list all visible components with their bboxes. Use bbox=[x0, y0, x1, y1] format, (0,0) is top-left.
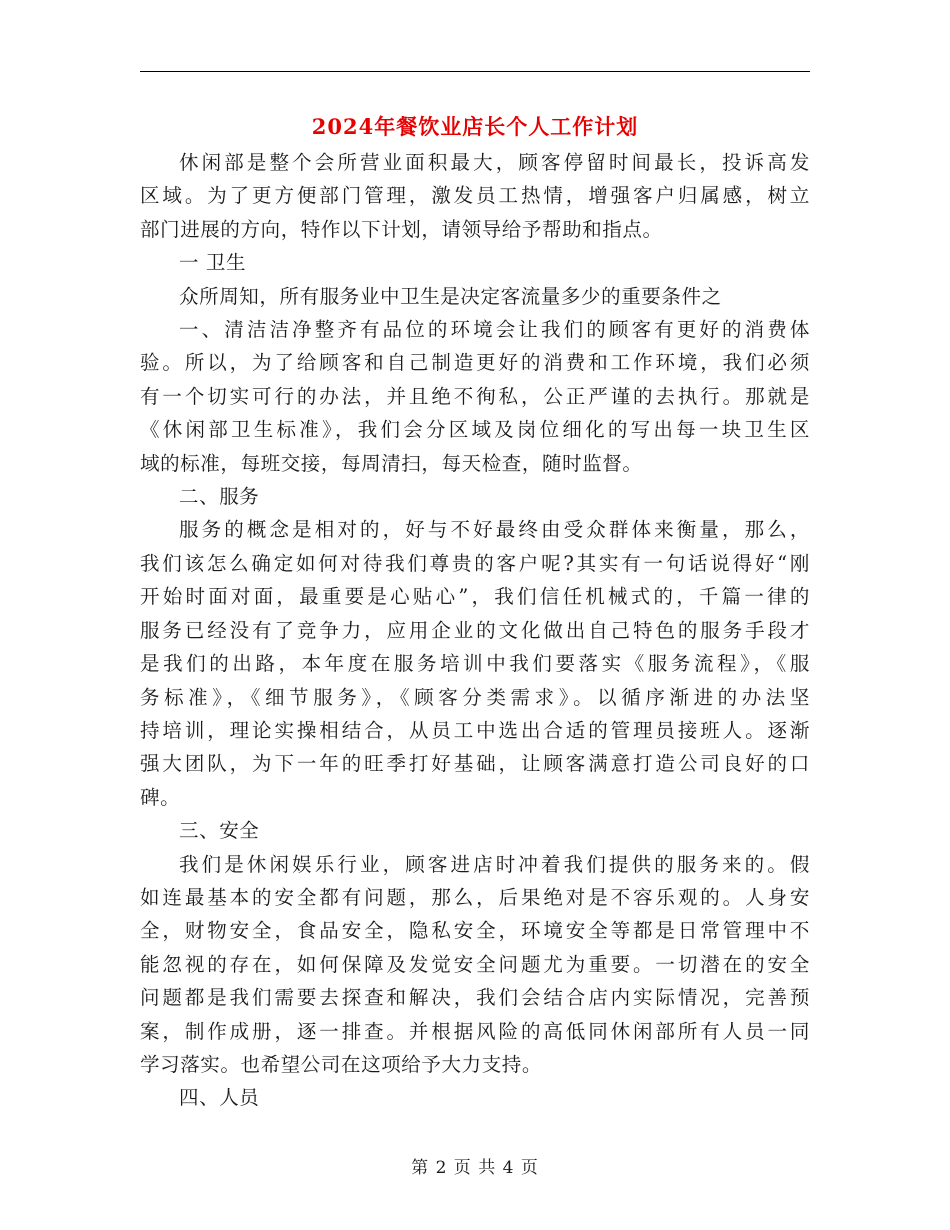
text-line: 持培训，理论实操相结合，从员工中选出合适的管理员接班人。逐渐 bbox=[140, 718, 810, 742]
page-number-footer: 第 2 页 共 4 页 bbox=[411, 1158, 539, 1178]
section-heading-safety: 三、安全 bbox=[179, 819, 260, 843]
text-line: 案，制作成册，逐一排查。并根据风险的高低同休闲部所有人员一同 bbox=[140, 1019, 810, 1043]
safety-paragraph bbox=[140, 848, 810, 1082]
document-title: 2024年餐饮业店长个人工作计划 bbox=[311, 114, 639, 139]
text-line: 如连最基本的安全都有问题，那么，后果绝对是不容乐观的。人身安 bbox=[140, 885, 810, 909]
text-line: 开始时面对面，最重要是心贴心”，我们信任机械式的，千篇一律的 bbox=[140, 585, 810, 609]
document-body bbox=[140, 146, 810, 1115]
text-line: 有一个切实可行的办法，并且绝不徇私，公正严谨的去执行。那就是 bbox=[140, 384, 810, 408]
text-line: 碑。 bbox=[140, 785, 181, 809]
text-line: 服务已经没有了竞争力，应用企业的文化做出自己特色的服务手段才 bbox=[140, 618, 810, 642]
text-line: 能忽视的存在，如何保障及发觉安全问题尤为重要。一切潜在的安全 bbox=[140, 952, 810, 976]
text-line: 我们该怎么确定如何对待我们尊贵的客户呢?其实有一句话说得好“刚 bbox=[140, 551, 810, 575]
section-heading-service: 二、服务 bbox=[179, 485, 260, 509]
text-line: 是我们的出路，本年度在服务培训中我们要落实《服务流程》，《服 bbox=[140, 652, 810, 676]
text-line: 验。所以，为了给顾客和自己制造更好的消费和工作环境，我们必须 bbox=[140, 351, 810, 375]
text-line: 部门进展的方向，特作以下计划，请领导给予帮助和指点。 bbox=[140, 217, 663, 241]
text-line: 服务的概念是相对的，好与不好最终由受众群体来衡量，那么， bbox=[179, 518, 810, 542]
intro-paragraph bbox=[140, 146, 810, 246]
text-line: 学习落实。也希望公司在这项给予大力支持。 bbox=[140, 1052, 543, 1076]
text-line: 《休闲部卫生标准》，我们会分区域及岗位细化的写出每一块卫生区 bbox=[140, 418, 810, 442]
service-paragraph bbox=[140, 513, 810, 814]
text-line: 我们是休闲娱乐行业，顾客进店时冲着我们提供的服务来的。假 bbox=[179, 852, 810, 876]
text-line: 强大团队，为下一年的旺季打好基础，让顾客满意打造公司良好的口 bbox=[140, 752, 810, 776]
text-line: 务标准》，《细节服务》，《顾客分类需求》。以循序渐进的办法坚 bbox=[140, 685, 810, 709]
text-line: 问题都是我们需要去探查和解决，我们会结合店内实际情况，完善预 bbox=[140, 986, 810, 1010]
text-line: 区域。为了更方便部门管理，激发员工热情，增强客户归属感，树立 bbox=[140, 184, 810, 208]
section-heading-personnel: 四、人员 bbox=[179, 1086, 260, 1110]
section-heading-hygiene: 一 卫生 bbox=[179, 251, 247, 275]
hygiene-paragraph-1: 众所周知，所有服务业中卫生是决定客流量多少的重要条件之 bbox=[179, 284, 722, 308]
hygiene-paragraph-2 bbox=[140, 313, 810, 480]
text-line: 一、清洁洁净整齐有品位的环境会让我们的顾客有更好的消费体 bbox=[179, 318, 810, 342]
header-rule bbox=[140, 71, 810, 72]
text-line: 休闲部是整个会所营业面积最大，顾客停留时间最长，投诉高发 bbox=[179, 151, 810, 174]
text-line: 域的标准，每班交接，每周清扫，每天检查，随时监督。 bbox=[140, 451, 643, 475]
text-line: 全，财物安全，食品安全，隐私安全，环境安全等都是日常管理中不 bbox=[140, 919, 810, 943]
